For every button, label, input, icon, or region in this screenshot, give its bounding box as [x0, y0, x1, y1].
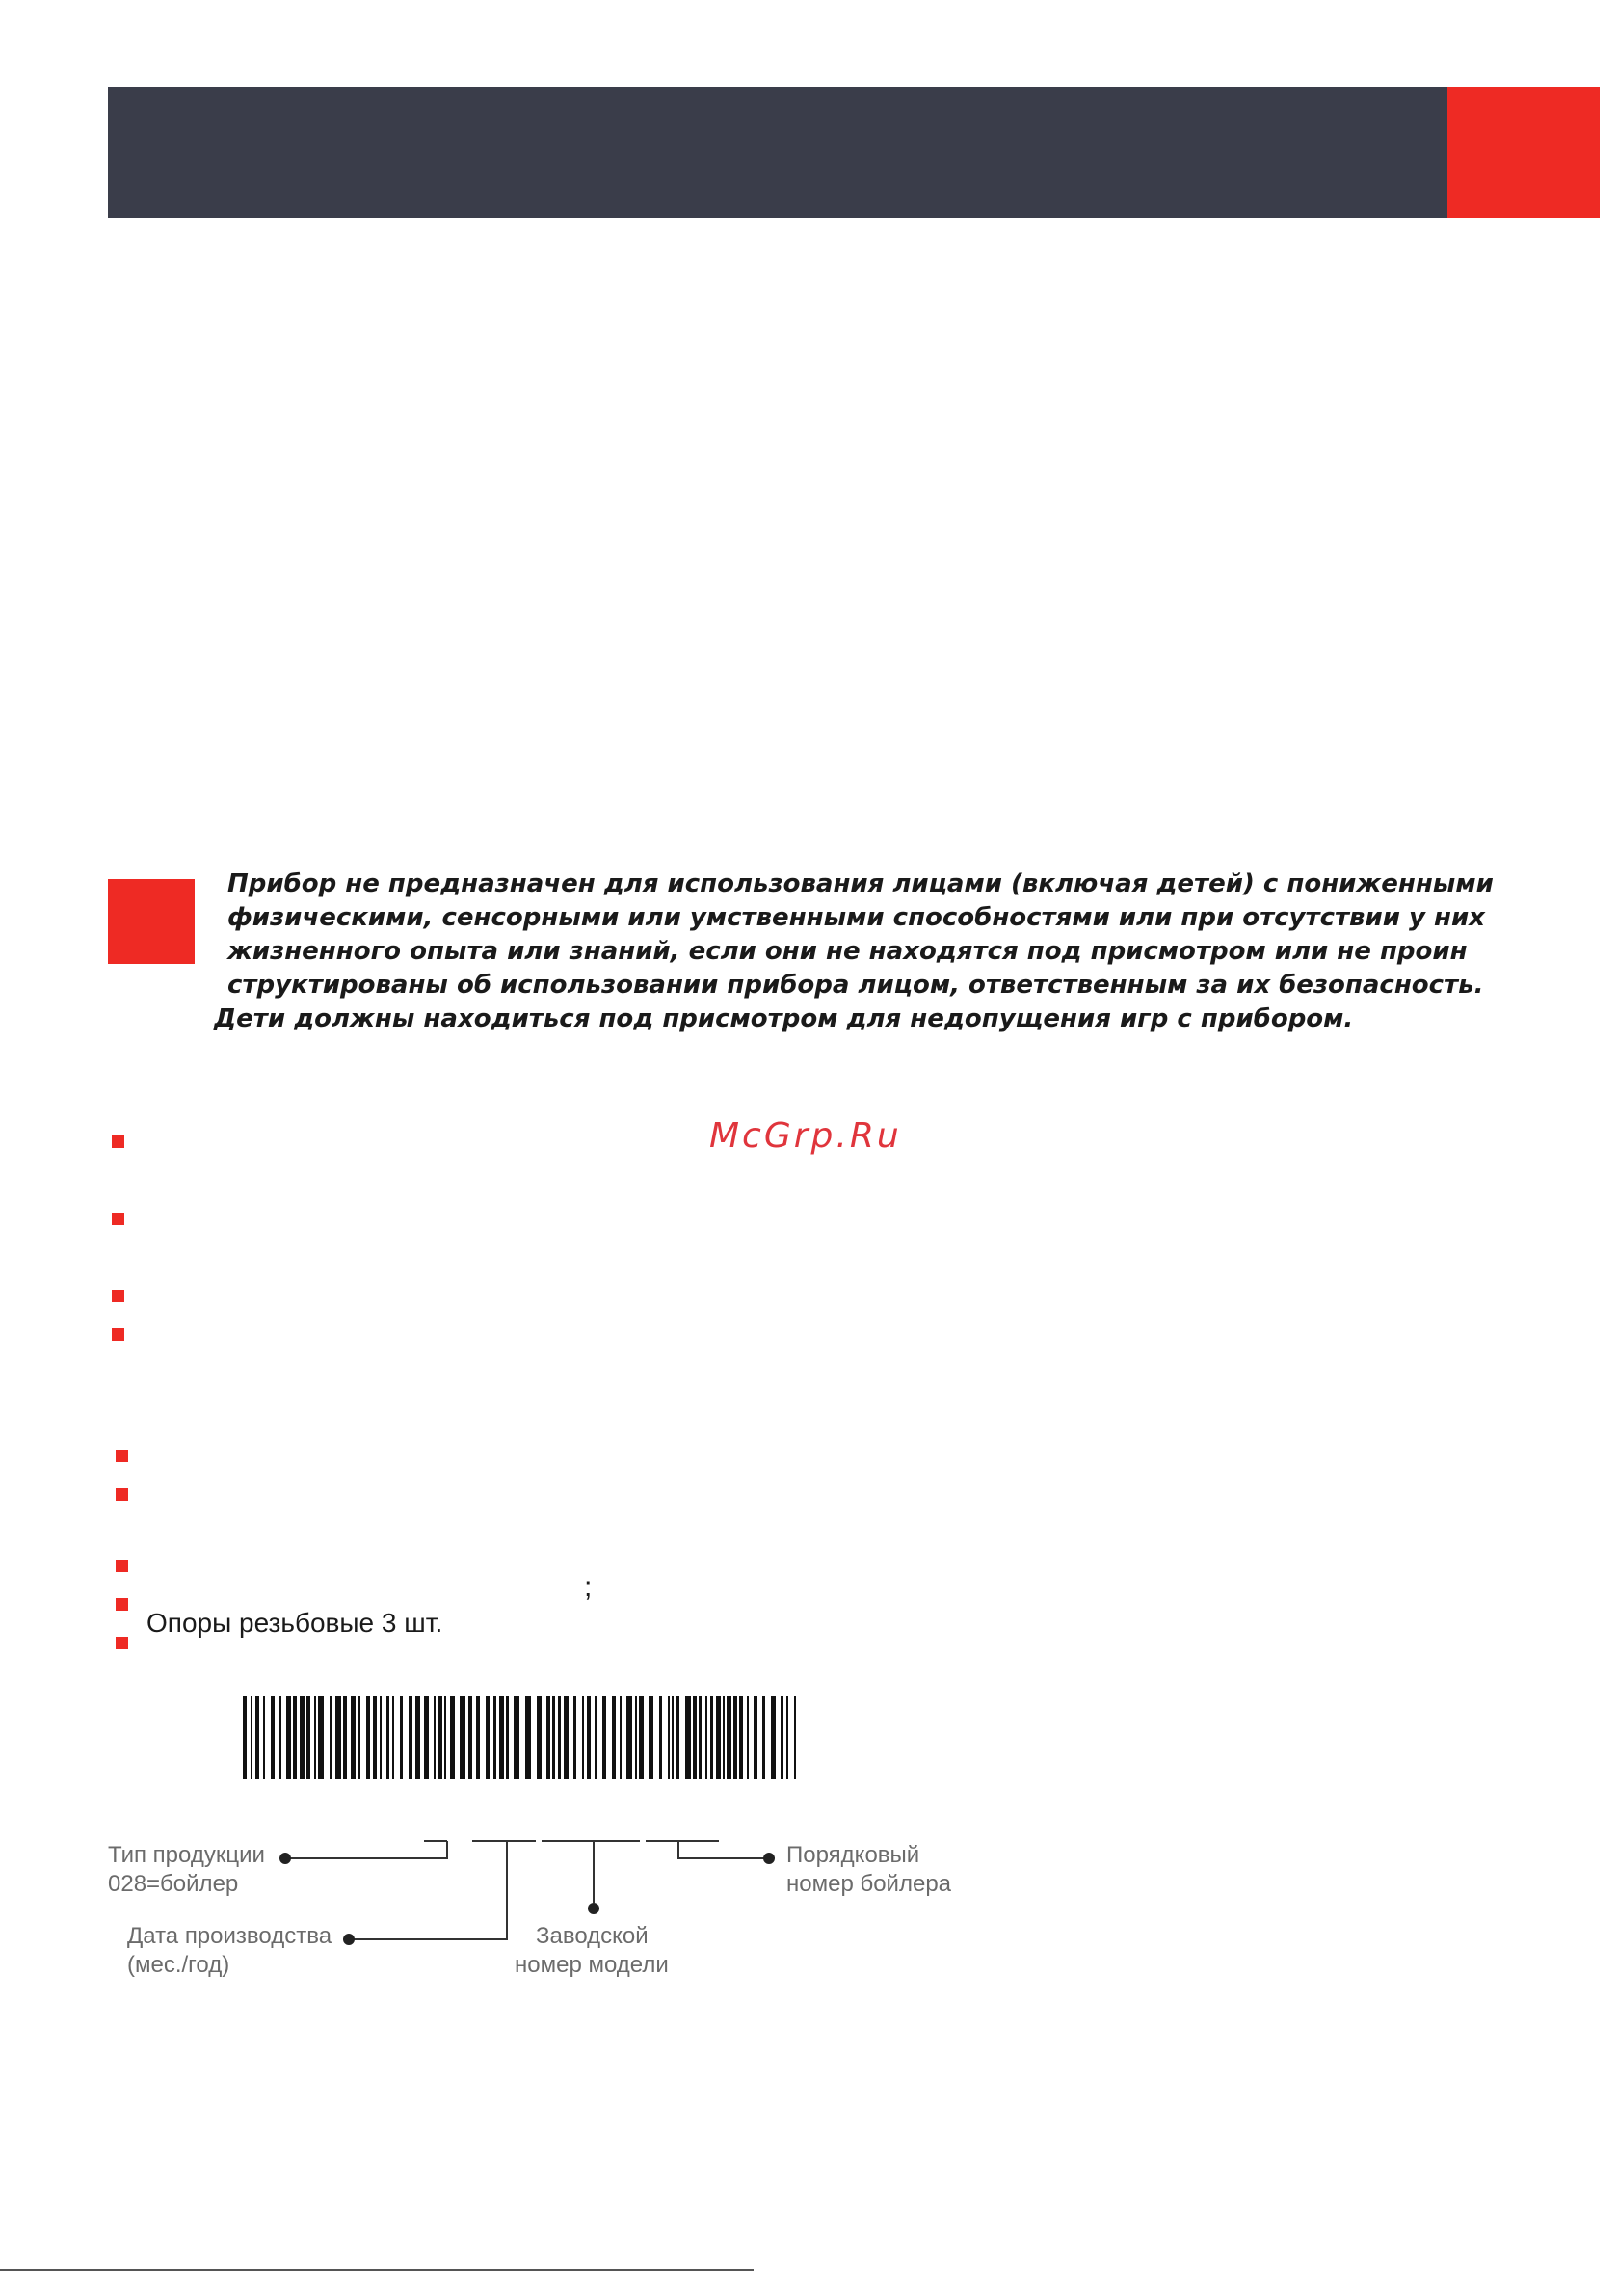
barcode-bar: [306, 1696, 310, 1779]
barcode-bar: [255, 1696, 259, 1779]
barcode-bar: [286, 1696, 291, 1779]
barcode-bar: [771, 1696, 776, 1779]
barcode-bar: [438, 1696, 442, 1779]
barcode-bar: [672, 1696, 674, 1779]
list-bullet: [116, 1560, 128, 1572]
barcode-bar: [727, 1696, 731, 1779]
list-bullet: [116, 1450, 128, 1462]
barcode-bar: [649, 1696, 653, 1779]
warning-line-1: Прибор не предназначен для использования лицами (включая детей) с пониженными: [227, 869, 1494, 898]
list-bullet: [116, 1637, 128, 1649]
connector-dot: [588, 1903, 599, 1914]
header-band: [108, 87, 1447, 218]
barcode-bar: [699, 1696, 702, 1779]
barcode-bar: [582, 1696, 584, 1779]
barcode-bar: [639, 1696, 644, 1779]
barcode-bar: [251, 1696, 252, 1779]
barcode-bar: [564, 1696, 569, 1779]
barcode-bar: [444, 1696, 446, 1779]
label-product-type-code: 028=бойлер: [108, 1871, 239, 1897]
barcode-bar: [754, 1696, 757, 1779]
barcode-bar: [392, 1696, 394, 1779]
barcode-bar: [300, 1696, 305, 1779]
connector-dot: [279, 1853, 291, 1864]
barcode-bar: [552, 1696, 555, 1779]
barcode-bar: [314, 1696, 316, 1779]
label-production-date-format: (мес./год): [127, 1952, 230, 1978]
barcode-bar: [537, 1696, 542, 1779]
barcode-bar: [330, 1696, 332, 1779]
barcode-bar: [685, 1696, 691, 1779]
barcode-bar: [243, 1696, 247, 1779]
barcode-bar: [602, 1696, 606, 1779]
barcode: [241, 1696, 804, 1779]
barcode-bar: [415, 1696, 420, 1779]
barcode-bar: [380, 1696, 382, 1779]
barcode-bar: [514, 1696, 519, 1779]
barcode-bar: [318, 1696, 324, 1779]
barcode-bar: [762, 1696, 765, 1779]
barcode-bar: [335, 1696, 341, 1779]
list-bullet: [112, 1213, 124, 1225]
barcode-bar: [476, 1696, 480, 1779]
barcode-bar: [739, 1696, 743, 1779]
barcode-bar: [263, 1696, 265, 1779]
barcode-bar: [424, 1696, 429, 1779]
barcode-bar: [358, 1696, 360, 1779]
list-item-semicolon: ;: [584, 1571, 593, 1603]
connector-dot: [763, 1853, 775, 1864]
barcode-bar: [506, 1696, 509, 1779]
barcode-bar: [620, 1696, 622, 1779]
header-accent-block: [1447, 87, 1600, 218]
list-bullet: [116, 1598, 128, 1611]
warning-line-3: жизненного опыта или знаний, если они не находятся под присмотром или не проин: [227, 937, 1468, 966]
barcode-bar: [271, 1696, 275, 1779]
label-serial-number: Порядковый: [786, 1842, 920, 1868]
barcode-bar: [450, 1696, 455, 1779]
label-model-number: Заводской: [536, 1923, 649, 1949]
barcode-bar: [794, 1696, 796, 1779]
barcode-bar: [716, 1696, 721, 1779]
label-serial-number-2: номер бойлера: [786, 1871, 952, 1897]
barcode-bar: [558, 1696, 561, 1779]
barcode-bar: [460, 1696, 465, 1779]
barcode-bar: [676, 1696, 679, 1779]
barcode-bar: [587, 1696, 591, 1779]
list-item-supports: Опоры резьбовые 3 шт.: [146, 1608, 443, 1638]
barcode-bar: [386, 1696, 389, 1779]
barcode-bar: [705, 1696, 707, 1779]
barcode-bar: [786, 1696, 788, 1779]
barcode-bar: [486, 1696, 490, 1779]
watermark: McGrp.Ru: [709, 1116, 902, 1156]
barcode-bar: [468, 1696, 472, 1779]
barcode-bar: [747, 1696, 749, 1779]
barcode-bar: [668, 1696, 670, 1779]
barcode-bar: [659, 1696, 662, 1779]
barcode-bar: [279, 1696, 281, 1779]
barcode-bar: [351, 1696, 356, 1779]
barcode-bar: [693, 1696, 697, 1779]
warning-line-4: структированы об использовании прибора лицом, ответственным за их безопасность.: [227, 971, 1484, 1000]
barcode-bar: [626, 1696, 632, 1779]
barcode-bar: [373, 1696, 377, 1779]
barcode-bar: [493, 1696, 496, 1779]
label-product-type: Тип продукции: [108, 1842, 265, 1868]
barcode-bar: [525, 1696, 531, 1779]
list-bullet: [112, 1135, 124, 1148]
barcode-bar: [293, 1696, 297, 1779]
barcode-bar: [733, 1696, 737, 1779]
footer-divider: [0, 2269, 754, 2271]
list-bullet: [112, 1290, 124, 1302]
barcode-bar: [573, 1696, 576, 1779]
label-production-date: Дата производства: [127, 1923, 332, 1949]
barcode-bar: [723, 1696, 725, 1779]
barcode-bar: [434, 1696, 436, 1779]
barcode-bar: [343, 1696, 347, 1779]
barcode-bar: [612, 1696, 616, 1779]
connector-dot: [343, 1934, 355, 1945]
list-bullet: [112, 1328, 124, 1341]
barcode-bar: [710, 1696, 713, 1779]
barcode-bar: [546, 1696, 550, 1779]
barcode-bar: [499, 1696, 504, 1779]
label-model-number-2: номер модели: [515, 1952, 669, 1978]
warning-line-2: физическими, сенсорными или умственными способностями или при отсутствии у них: [227, 903, 1485, 932]
list-bullet: [116, 1488, 128, 1501]
barcode-bar: [595, 1696, 597, 1779]
barcode-bar: [400, 1696, 403, 1779]
barcode-bar: [409, 1696, 412, 1779]
barcode-bar: [635, 1696, 637, 1779]
warning-marker: [108, 879, 195, 964]
barcode-bar: [366, 1696, 370, 1779]
barcode-bar: [781, 1696, 783, 1779]
warning-line-5: Дети должны находиться под присмотром для недопущения игр с прибором.: [214, 1004, 1354, 1033]
